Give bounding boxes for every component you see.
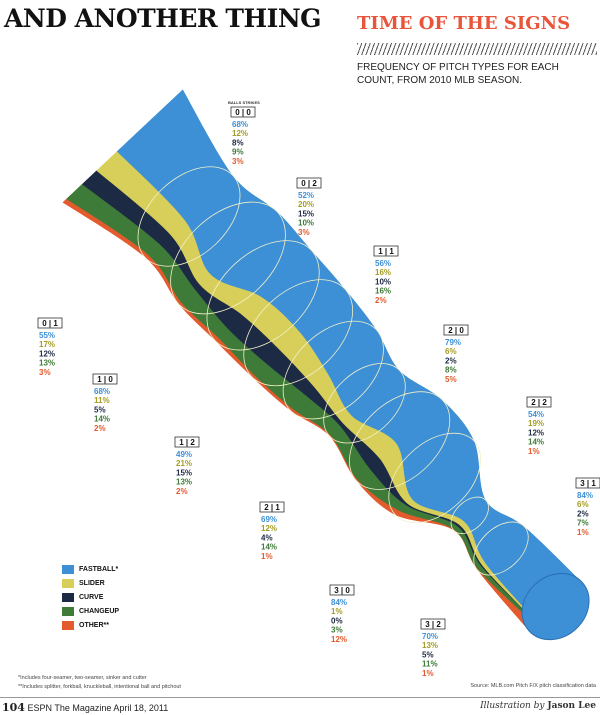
changeup-pct: 14% xyxy=(261,542,278,552)
fastball-pct: 52% xyxy=(298,191,315,200)
curve-swatch xyxy=(62,593,74,602)
fastball-pct: 68% xyxy=(232,120,249,129)
page-number: 104 xyxy=(2,701,25,714)
other-pct: 12% xyxy=(331,634,348,644)
fastball-pct: 55% xyxy=(39,331,56,340)
other-pct: 3% xyxy=(298,227,310,237)
fastball-pct: 69% xyxy=(261,515,278,524)
fastball-swatch xyxy=(62,565,74,574)
other-pct: 1% xyxy=(528,446,540,456)
count-label: 3 | 2 xyxy=(425,620,441,629)
count-label-group xyxy=(374,246,398,305)
fastball-pct: 49% xyxy=(176,450,193,459)
fastball-band xyxy=(117,90,582,624)
legend xyxy=(62,562,119,632)
other-pct: 3% xyxy=(232,156,244,166)
curve-pct: 10% xyxy=(375,277,392,287)
changeup-pct: 13% xyxy=(176,477,193,487)
other-pct: 2% xyxy=(176,486,188,496)
slider-swatch xyxy=(62,579,74,588)
count-label-group xyxy=(175,437,199,496)
slider-pct: 13% xyxy=(422,641,439,651)
count-label: 2 | 0 xyxy=(448,326,464,335)
chart-subtitle: FREQUENCY OF PITCH TYPES FOR EACH COUNT, FROM 2010 MLB SEASON. xyxy=(357,62,559,86)
slider-pct: 6% xyxy=(577,500,589,510)
illustration-credit: Illustration by Jason Lee xyxy=(480,701,596,711)
legend-item-curve: CURVE xyxy=(62,590,119,604)
curve-pct: 15% xyxy=(176,468,193,478)
changeup-pct: 11% xyxy=(422,659,438,669)
curve-pct: 5% xyxy=(94,405,106,415)
changeup-swatch xyxy=(62,607,74,616)
count-label-group xyxy=(330,585,354,644)
slider-pct: 17% xyxy=(39,340,56,350)
slider-pct: 21% xyxy=(176,459,193,469)
curve-pct: 8% xyxy=(232,138,244,148)
folio xyxy=(2,701,168,714)
count-label-group xyxy=(38,318,62,377)
changeup-pct: 8% xyxy=(445,365,457,375)
count-label-group xyxy=(297,178,321,237)
count-label: 1 | 1 xyxy=(378,247,394,256)
fastball-pct: 68% xyxy=(94,387,111,396)
slider-pct: 11% xyxy=(94,396,110,406)
changeup-pct: 14% xyxy=(528,437,545,447)
fastball-pct: 84% xyxy=(331,598,348,607)
other-swatch xyxy=(62,621,74,630)
fastball-pct: 79% xyxy=(445,338,462,347)
changeup-pct: 10% xyxy=(298,218,315,228)
curve-pct: 12% xyxy=(39,349,56,359)
curve-pct: 2% xyxy=(445,356,457,366)
count-label: 3 | 1 xyxy=(580,479,596,488)
feature-title: TIME OF THE SIGNS xyxy=(357,13,571,34)
other-pct: 1% xyxy=(577,527,589,537)
curve-pct: 0% xyxy=(331,616,343,626)
other-pct: 3% xyxy=(39,367,51,377)
other-pct: 5% xyxy=(445,374,457,384)
footnote-fastball: *Includes four-seamer, two-seamer, sinker and cutter xyxy=(18,675,147,681)
other-pct: 2% xyxy=(375,295,387,305)
count-label-group xyxy=(93,374,117,433)
other-pct: 2% xyxy=(94,423,106,433)
count-label: 1 | 2 xyxy=(179,438,195,447)
slider-pct: 12% xyxy=(261,524,278,534)
changeup-pct: 7% xyxy=(577,518,589,528)
count-label: 1 | 0 xyxy=(97,375,113,384)
count-label-group xyxy=(231,107,255,166)
slider-pct: 12% xyxy=(232,129,249,139)
other-pct: 1% xyxy=(422,668,434,678)
count-label-group xyxy=(444,325,468,384)
fastball-pct: 84% xyxy=(577,491,594,500)
changeup-pct: 3% xyxy=(331,625,343,635)
count-label: 2 | 1 xyxy=(264,503,280,512)
count-label-group xyxy=(527,397,551,456)
count-label-group xyxy=(421,619,445,678)
curve-pct: 2% xyxy=(577,509,589,519)
fastball-pct: 56% xyxy=(375,259,392,268)
slider-pct: 1% xyxy=(331,607,343,617)
count-label-group xyxy=(576,478,600,537)
changeup-pct: 16% xyxy=(375,286,392,296)
slider-pct: 6% xyxy=(445,347,457,357)
count-label: 2 | 2 xyxy=(531,398,547,407)
source-note: Source: MLB.com Pitch F/X pitch classification data xyxy=(470,683,596,689)
section-title: AND ANOTHER THING xyxy=(4,4,322,33)
legend-item-slider: SLIDER xyxy=(62,576,119,590)
slider-pct: 20% xyxy=(298,200,315,210)
issue-date: April 18, 2011 xyxy=(113,703,169,713)
changeup-pct: 9% xyxy=(232,147,244,157)
slider-pct: 16% xyxy=(375,268,392,278)
magazine-name: ESPN The Magazine xyxy=(27,703,112,713)
balls-strikes-caption: BALLS STRIKES xyxy=(228,100,260,105)
curve-pct: 15% xyxy=(298,209,315,219)
fastball-pct: 70% xyxy=(422,632,439,641)
count-label-group xyxy=(260,502,284,561)
footer-rule xyxy=(0,697,600,698)
curve-pct: 12% xyxy=(528,428,545,438)
footnote-other: **Includes splitter, forkball, knuckleball, intentional ball and pitchout xyxy=(18,684,181,690)
slider-pct: 19% xyxy=(528,419,545,429)
count-label: 3 | 0 xyxy=(334,586,350,595)
curve-pct: 5% xyxy=(422,650,434,660)
legend-item-fastball: FASTBALL* xyxy=(62,562,119,576)
changeup-pct: 14% xyxy=(94,414,111,424)
count-label: 0 | 2 xyxy=(301,179,317,188)
count-label: 0 | 0 xyxy=(235,108,251,117)
curve-pct: 4% xyxy=(261,533,273,543)
count-label: 0 | 1 xyxy=(42,319,58,328)
legend-item-changeup: CHANGEUP xyxy=(62,604,119,618)
legend-item-other: OTHER** xyxy=(62,618,119,632)
other-pct: 1% xyxy=(261,551,273,561)
fastball-pct: 54% xyxy=(528,410,545,419)
tube-bands xyxy=(63,90,582,632)
changeup-pct: 13% xyxy=(39,358,56,368)
